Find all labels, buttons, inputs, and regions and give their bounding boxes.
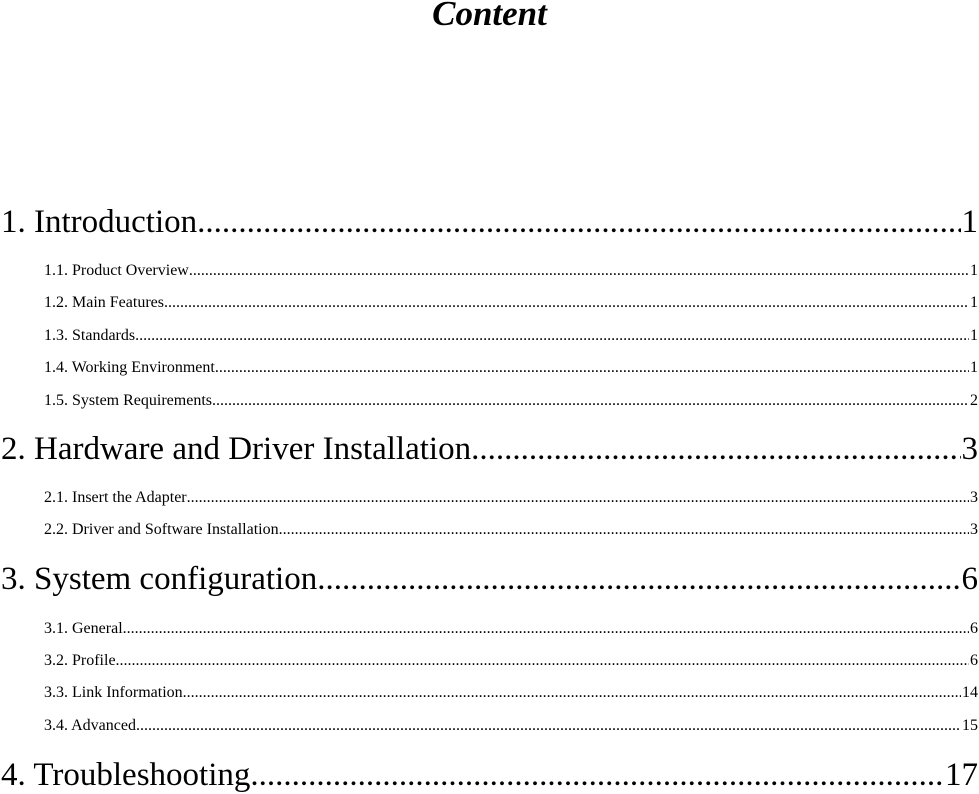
toc-item-label: 2.1. Insert the Adapter xyxy=(44,489,187,506)
dot-leader xyxy=(135,326,969,346)
dot-leader xyxy=(197,203,960,241)
toc-section-introduction[interactable] xyxy=(1,203,978,241)
toc-page-number: 3 xyxy=(970,521,978,538)
toc-item-standards[interactable] xyxy=(44,326,978,346)
dot-leader xyxy=(250,756,944,794)
toc-page-number: 3 xyxy=(961,431,978,467)
dot-leader xyxy=(279,520,969,540)
dot-leader xyxy=(189,261,969,281)
toc-item-profile[interactable] xyxy=(44,651,978,671)
toc-page-number: 2 xyxy=(970,392,978,409)
toc-item-label: 1.1. Product Overview xyxy=(44,262,189,279)
toc-item-system-requirements[interactable] xyxy=(44,391,978,411)
toc-item-label: 1.3. Standards xyxy=(44,327,136,344)
toc-page-number: 1 xyxy=(970,327,978,344)
toc-page-number: 3 xyxy=(970,489,978,506)
toc-page-number: 6 xyxy=(961,561,978,597)
toc-item-general[interactable] xyxy=(44,619,978,639)
toc-section-troubleshooting[interactable] xyxy=(1,756,978,794)
toc-page-number: 1 xyxy=(961,204,978,240)
dot-leader xyxy=(123,619,969,639)
toc-page-number: 1 xyxy=(970,262,978,279)
toc-item-label: 3.4. Advanced xyxy=(44,717,136,734)
toc-item-driver-software-installation[interactable] xyxy=(44,520,978,540)
toc-page-number: 15 xyxy=(962,717,978,734)
toc-section-hardware-driver-installation[interactable] xyxy=(1,430,978,468)
dot-leader xyxy=(164,293,969,313)
toc-item-label: 3.1. General xyxy=(44,620,123,637)
toc-item-label: 2.2. Driver and Software Installation xyxy=(44,521,279,538)
toc-page-number: 6 xyxy=(970,620,978,637)
toc-section-label: 1. Introduction xyxy=(1,204,198,240)
page-title: Content xyxy=(432,0,547,33)
toc-item-label: 3.3. Link Information xyxy=(44,684,183,701)
toc-item-label: 3.2. Profile xyxy=(44,652,116,669)
toc-item-product-overview[interactable] xyxy=(44,261,978,281)
toc-page-number: 17 xyxy=(945,757,978,793)
dot-leader xyxy=(187,488,969,508)
toc-item-label: 1.2. Main Features xyxy=(44,294,164,311)
dot-leader xyxy=(136,716,961,736)
toc-page-number: 1 xyxy=(970,359,978,376)
toc-item-advanced[interactable] xyxy=(44,716,978,736)
toc-page-number: 14 xyxy=(962,684,978,701)
toc-item-label: 1.5. System Requirements xyxy=(44,392,212,409)
toc-item-working-environment[interactable] xyxy=(44,358,978,378)
toc-item-link-information[interactable] xyxy=(44,683,978,703)
dot-leader xyxy=(183,683,961,703)
toc-section-label: 4. Troubleshooting xyxy=(1,757,251,793)
toc-page-number: 6 xyxy=(970,652,978,669)
toc-section-system-configuration[interactable] xyxy=(1,560,978,598)
toc-section-label: 3. System configuration xyxy=(1,561,318,597)
toc-section-label: 2. Hardware and Driver Installation xyxy=(1,431,472,467)
toc-item-insert-adapter[interactable] xyxy=(44,488,978,508)
toc-item-main-features[interactable] xyxy=(44,293,978,313)
toc-item-label: 1.4. Working Environment xyxy=(44,359,215,376)
dot-leader xyxy=(317,560,960,598)
dot-leader xyxy=(212,391,969,411)
dot-leader xyxy=(471,430,960,468)
dot-leader xyxy=(116,651,969,671)
dot-leader xyxy=(215,358,969,378)
toc-page-number: 1 xyxy=(970,294,978,311)
